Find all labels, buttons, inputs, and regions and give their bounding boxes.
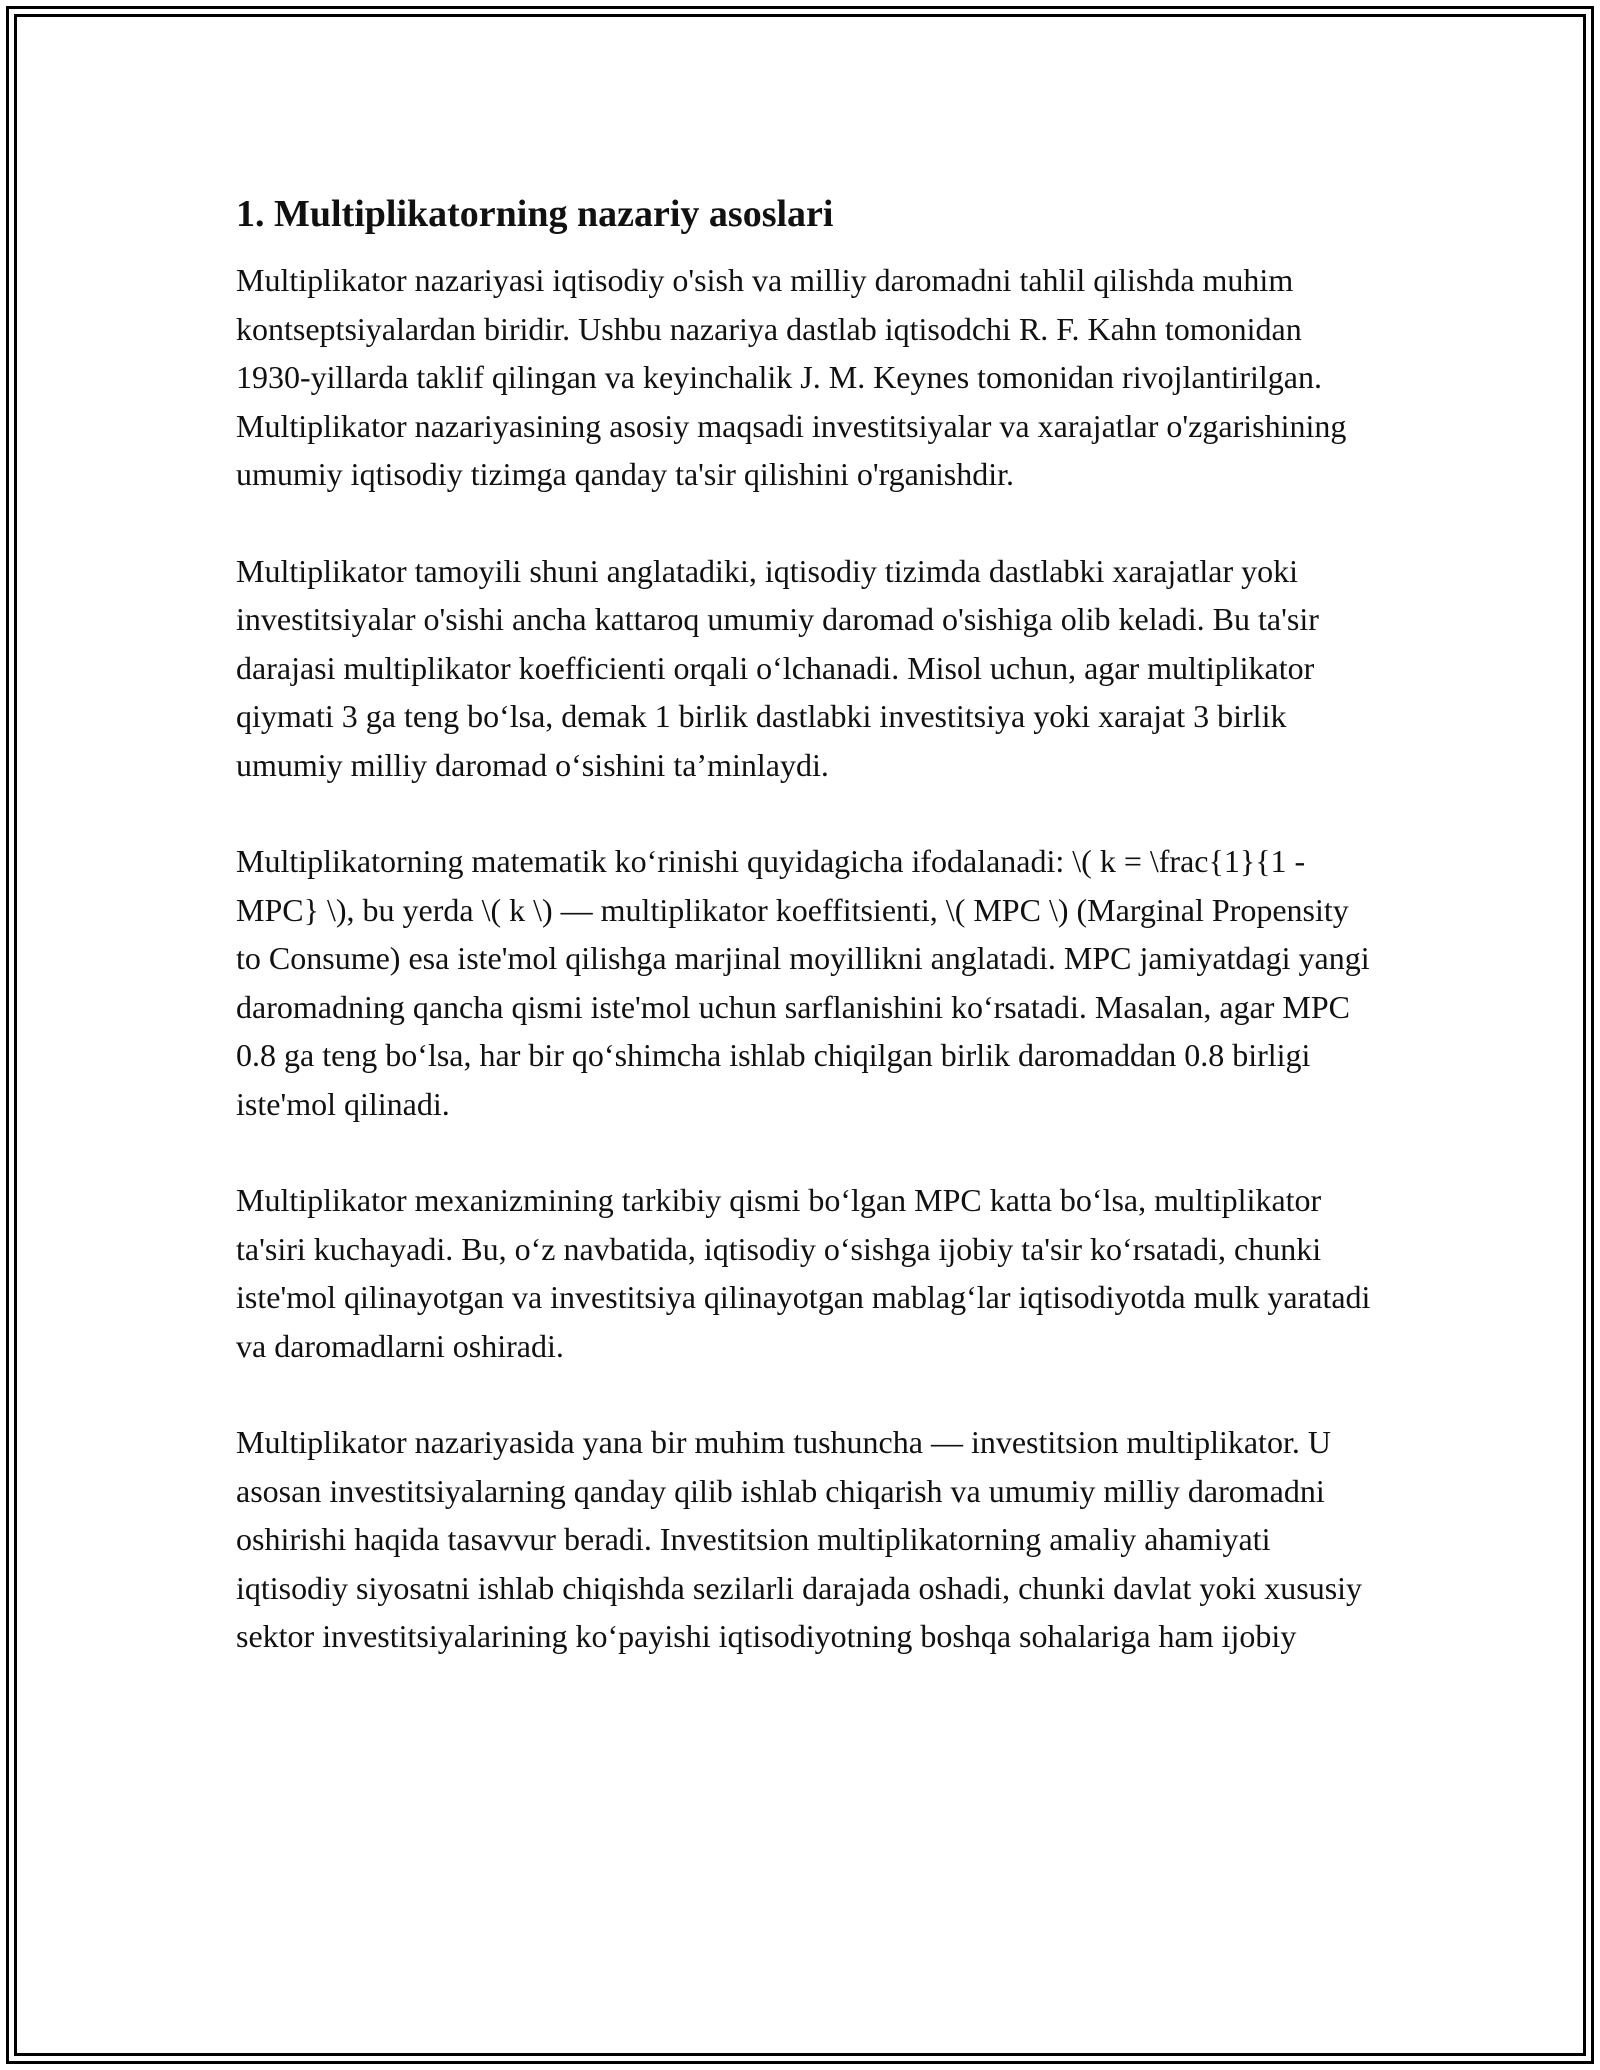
document-body: [236, 188, 1376, 1709]
paragraph-4: Multiplikator mexanizmining tarkibiy qismi bo‘lgan MPC katta bo‘lsa, multiplikator ta'siri kuchayadi. Bu, o‘z navbatida, iqtisodiy o‘sishga ijobiy ta'sir ko‘rsatadi, chunki iste'mol qilinayotgan va investitsiya qilinayotgan mablag‘lar iqtisodiyotda mulk yaratadi va daromadlarni oshiradi.: [236, 1182, 1371, 1364]
paragraph-3: Multiplikatorning matematik ko‘rinishi quyidagicha ifodalanadi: \( k = \frac{1}{1 - MPC} \), bu yerda \( k \) — multiplikator koeffitsienti, \( MPC \) (Marginal Propensity to Consume) esa iste'mol qilishga marjinal moyillikni anglatadi. MPC jamiyatdagi yangi daromadning qancha qismi iste'mol uchun sarflanishini ko‘rsatadi. Masalan, agar MPC 0.8 ga teng bo‘lsa, har bir qo‘shimcha ishlab chiqilgan birlik daromaddan 0.8 birligi iste'mol qilinadi.: [236, 843, 1370, 1122]
section-heading: 1. Multiplikatorning nazariy asoslari: [236, 193, 834, 235]
paragraph-2: Multiplikator tamoyili shuni anglatadiki, iqtisodiy tizimda dastlabki xarajatlar yoki investitsiyalar o'sishi ancha kattaroq umumiy daromad o'sishiga olib keladi. Bu ta'sir darajasi multiplikator koefficienti orqali o‘lchanadi. Misol uchun, agar multiplikator qiymati 3 ga teng bo‘lsa, demak 1 birlik dastlabki investitsiya yoki xarajat 3 birlik umumiy milliy daromad o‘sishini ta’minlaydi.: [236, 552, 1319, 783]
paragraph-5: Multiplikator nazariyasida yana bir muhim tushuncha — investitsion multiplikator. U asosan investitsiyalarning qanday qilib ishlab chiqarish va umumiy milliy daromadni oshirishi haqida tasavvur beradi. Investitsion multiplikatorning amaliy ahamiyati iqtisodiy siyosatni ishlab chiqishda sezilarli darajada oshadi, chunki davlat yoki xususiy sektor investitsiyalarining ko‘payishi iqtisodiyotning boshqa sohalariga ham ijobiy: [236, 1424, 1363, 1654]
paragraph-1: Multiplikator nazariyasi iqtisodiy o'sish va milliy daromadni tahlil qilishda muhim kontseptsiyalardan biridir. Ushbu nazariya dastlab iqtisodchi R. F. Kahn tomonidan 1930-yillarda taklif qilingan va keyinchalik J. M. Keynes tomonidan rivojlantirilgan. Multiplikator nazariyasining asosiy maqsadi investitsiyalar va xarajatlar o'zgarishining umumiy iqtisodiy tizimga qanday ta'sir qilishini o'rganishdir.: [236, 262, 1347, 492]
